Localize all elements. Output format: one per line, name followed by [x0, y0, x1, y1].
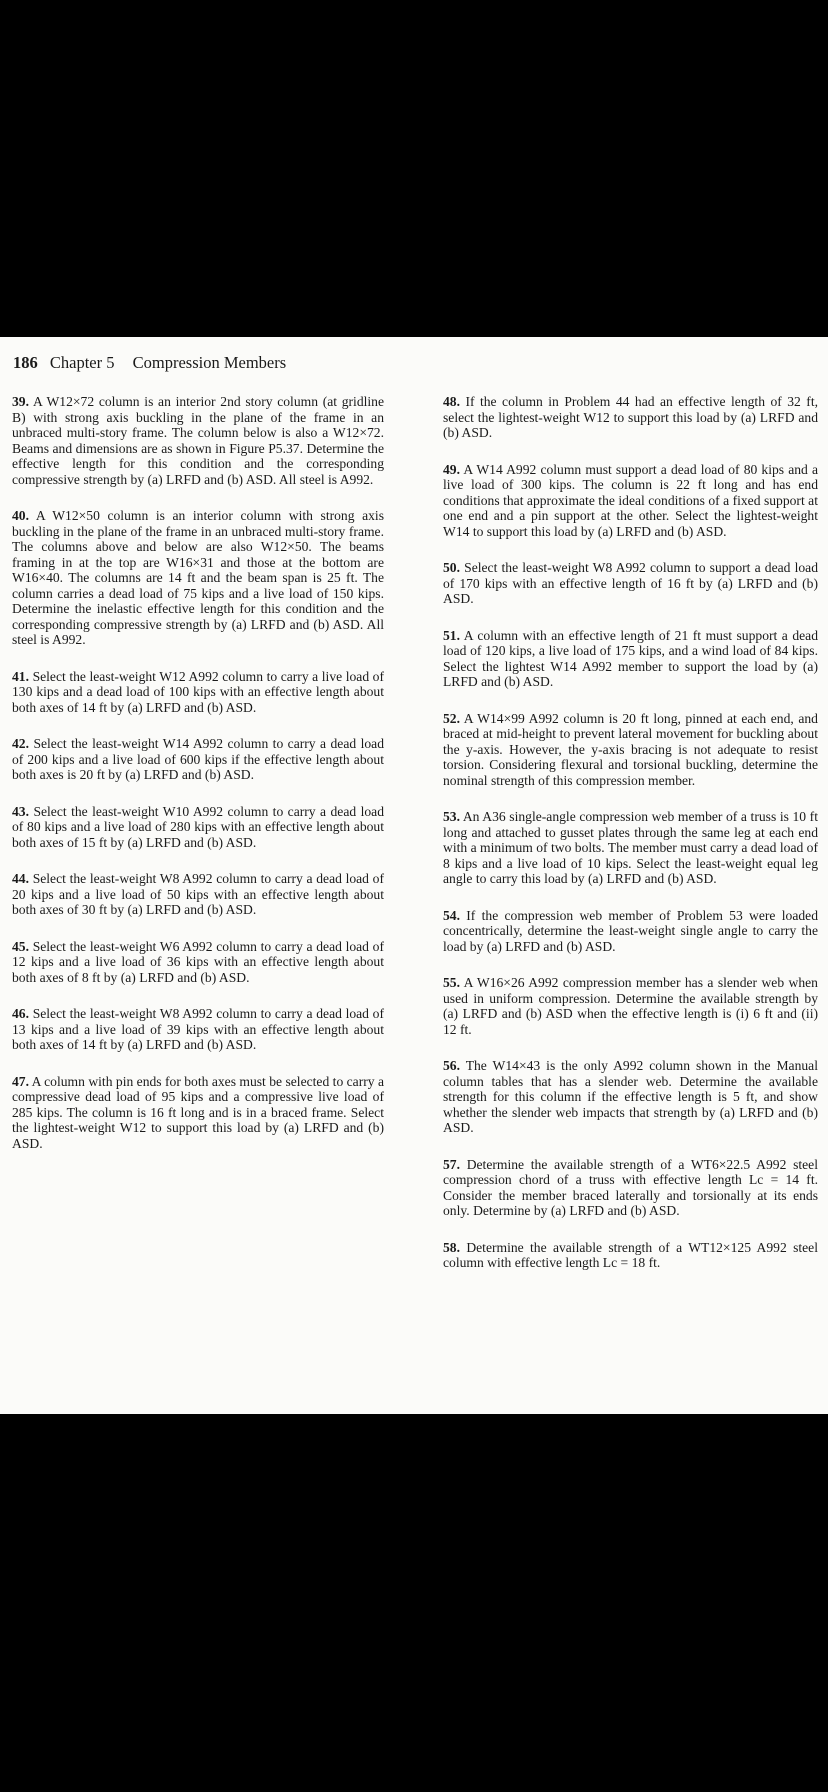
problem-58: 58. Determine the available strength of a WT12×125 A992 steel column with effective length Lc = 18 ft.: [443, 1239, 818, 1270]
left-column: [12, 394, 384, 1172]
chapter-title: Compression Members: [132, 353, 287, 372]
problem-53: 53. An A36 single-angle compression web member of a truss is 10 ft long and attached to gusset plates through the same leg at each end with a minimum of two bolts. The member must carry a dead load of 8 kips and a live load of 10 kips. Select the least-weight equal leg angle to carry this load by (a) LRFD and (b) ASD.: [443, 809, 819, 886]
problem-46: 46. Select the least-weight W8 A992 column to carry a dead load of 13 kips and a live load of 39 kips with an effective length about both axes of 14 ft by (a) LRFD and (b) ASD.: [12, 1006, 384, 1052]
problem-55: 55. A W16×26 A992 compression member has a slender web when used in uniform compression. Determine the available strength by (a) LRFD and (b) ASD when the effective length is (i) 6 ft and (ii) 12 ft.: [443, 975, 818, 1037]
problem-48: 48. If the column in Problem 44 had an effective length of 32 ft, select the lightest-weight W12 to support this load by (a) LRFD and (b) ASD.: [443, 394, 819, 440]
problem-42: 42. Select the least-weight W14 A992 column to carry a dead load of 200 kips and a live load of 600 kips if the effective length about both axes is 20 ft by (a) LRFD and (b) ASD.: [12, 736, 384, 782]
problem-45: 45. Select the least-weight W6 A992 column to carry a dead load of 12 kips and a live load of 36 kips with an effective length about both axes of 8 ft by (a) LRFD and (b) ASD.: [12, 938, 384, 985]
problem-56: 56. The W14×43 is the only A992 column shown in the Manual column tables that has a slender web. Determine the available strength for this column if the effective length is 5 ft, and show whether the slender web impacts that strength by (a) LRFD and (b) ASD.: [443, 1058, 818, 1135]
problem-50: 50. Select the least-weight W8 A992 column to support a dead load of 170 kips with an effective length of 16 ft by (a) LRFD and (b) ASD.: [443, 560, 818, 606]
problem-57: 57. Determine the available strength of a WT6×22.5 A992 steel compression chord of a truss with effective length Lc = 14 ft. Consider the member braced laterally and torsionally at its ends only. Determine by (a) LRFD and (b) ASD.: [443, 1156, 818, 1218]
problem-54: 54. If the compression web member of Problem 53 were loaded concentrically, determine the least-weight single angle to carry the load by (a) LRFD and (b) ASD.: [443, 907, 818, 954]
textbook-page: [0, 337, 828, 1414]
page-number: 186: [13, 353, 38, 372]
problem-40: 40. A W12×50 column is an interior column with strong axis buckling in the plane of the frame in an unbraced multi-story frame. The columns above and below are also W12×50. The beams framing in at the top are W16×31 and those at the bottom are W16×40. The columns are 14 ft and the beam span is 25 ft. The column carries a dead load of 75 kips and a live load of 150 kips. Determine the inelastic effective length for this condition and the corresponding compressive strength by (a) LRFD and (b) ASD. All steel is A992.: [12, 508, 384, 647]
page-header: [13, 353, 286, 373]
chapter-label: Chapter 5: [49, 353, 115, 372]
problem-51: 51. A column with an effective length of 21 ft must support a dead load of 120 kips, a live load of 175 kips, and a wind load of 84 kips. Select the lightest W14 A992 member to support the load by (a) LRFD and (b) ASD.: [443, 627, 818, 689]
problem-44: 44. Select the least-weight W8 A992 column to carry a dead load of 20 kips and a live load of 50 kips with an effective length about both axes of 30 ft by (a) LRFD and (b) ASD.: [12, 871, 384, 917]
problem-41: 41. Select the least-weight W12 A992 column to carry a live load of 130 kips and a dead load of 100 kips with an effective length about both axes of 14 ft by (a) LRFD and (b) ASD.: [12, 668, 384, 715]
problem-39: 39. A W12×72 column is an interior 2nd story column (at gridline B) with strong axis buckling in the plane of the frame in an unbraced multi-story frame. The column below is also a W12×72. Beams and dimensions are as shown in Figure P5.37. Determine the effective length for this condition and the corresponding compressive strength by (a) LRFD and (b) ASD. All steel is A992.: [12, 394, 384, 487]
problem-43: 43. Select the least-weight W10 A992 column to carry a dead load of 80 kips and a live load of 280 kips with an effective length about both axes of 15 ft by (a) LRFD and (b) ASD.: [12, 803, 384, 850]
problem-47: 47. A column with pin ends for both axes must be selected to carry a compressive dead load of 95 kips and a compressive live load of 285 kips. The column is 16 ft long and is in a braced frame. Select the lightest-weight W12 to support this load by (a) LRFD and (b) ASD.: [12, 1073, 385, 1151]
problem-49: 49. A W14 A992 column must support a dead load of 80 kips and a live load of 300 kips. The column is 22 ft long and has end conditions that approximate the ideal conditions of a fixed support at one end and a pin support at the other. Select the lightest-weight W14 to support this load by (a) LRFD and (b) ASD.: [443, 461, 818, 539]
problem-52: 52. A W14×99 A992 column is 20 ft long, pinned at each end, and braced at mid-height to prevent lateral movement for buckling about the y-axis. However, the y-axis bracing is not adequate to resist torsion. Considering flexural and torsional buckling, determine the nominal strength of this compression member.: [443, 710, 818, 788]
right-column: [443, 394, 818, 1292]
